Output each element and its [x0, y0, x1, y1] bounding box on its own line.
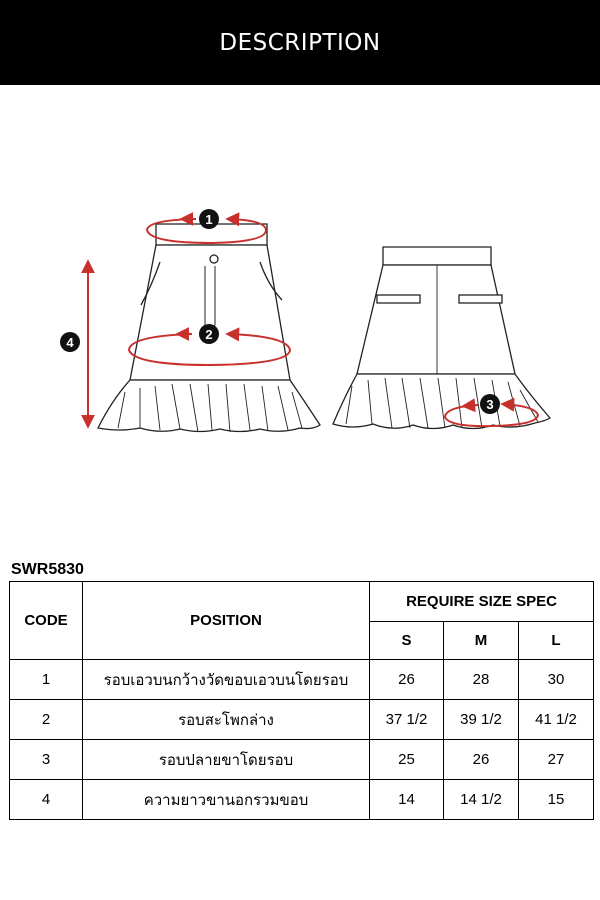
svg-text:3: 3	[486, 397, 494, 412]
cell-position: รอบปลายขาโดยรอบ	[83, 740, 370, 780]
cell-position: ความยาวขานอกรวมขอบ	[83, 780, 370, 820]
marker-2	[199, 324, 219, 344]
back-skirt-drawing	[333, 247, 550, 429]
page-title: DESCRIPTION	[219, 29, 381, 56]
header-size-m: M	[444, 622, 519, 660]
product-code: SWR5830	[11, 561, 84, 578]
header-position: POSITION	[83, 582, 370, 660]
header-bar	[0, 0, 600, 85]
marker-4	[60, 332, 80, 352]
cell-code: 2	[10, 700, 83, 740]
cell-code: 1	[10, 660, 83, 700]
skirt-measurement-diagram	[0, 85, 600, 555]
table-row	[10, 660, 594, 700]
svg-text:2: 2	[205, 327, 213, 342]
svg-text:1: 1	[205, 212, 213, 227]
marker-1	[199, 209, 219, 229]
table-row	[10, 780, 594, 820]
marker-3	[480, 394, 500, 414]
cell-code: 3	[10, 740, 83, 780]
cell-position: รอบเอวบนกว้างวัดขอบเอวบนโดยรอบ	[83, 660, 370, 700]
header-code: CODE	[10, 582, 83, 660]
cell-size-s: 37 1/2	[370, 700, 444, 740]
size-spec-table	[9, 581, 594, 820]
header-require-size-spec: REQUIRE SIZE SPEC	[370, 582, 594, 622]
header-size-s: S	[370, 622, 444, 660]
header-size-l: L	[519, 622, 594, 660]
svg-text:4: 4	[66, 335, 74, 350]
cell-size-s: 26	[370, 660, 444, 700]
cell-size-m: 26	[444, 740, 519, 780]
cell-size-m: 14 1/2	[444, 780, 519, 820]
cell-size-m: 28	[444, 660, 519, 700]
cell-position: รอบสะโพกล่าง	[83, 700, 370, 740]
cell-size-s: 14	[370, 780, 444, 820]
cell-size-l: 30	[519, 660, 594, 700]
table-row	[10, 740, 594, 780]
cell-size-l: 41 1/2	[519, 700, 594, 740]
cell-size-s: 25	[370, 740, 444, 780]
cell-size-m: 39 1/2	[444, 700, 519, 740]
cell-code: 4	[10, 780, 83, 820]
table-row	[10, 700, 594, 740]
cell-size-l: 27	[519, 740, 594, 780]
cell-size-l: 15	[519, 780, 594, 820]
